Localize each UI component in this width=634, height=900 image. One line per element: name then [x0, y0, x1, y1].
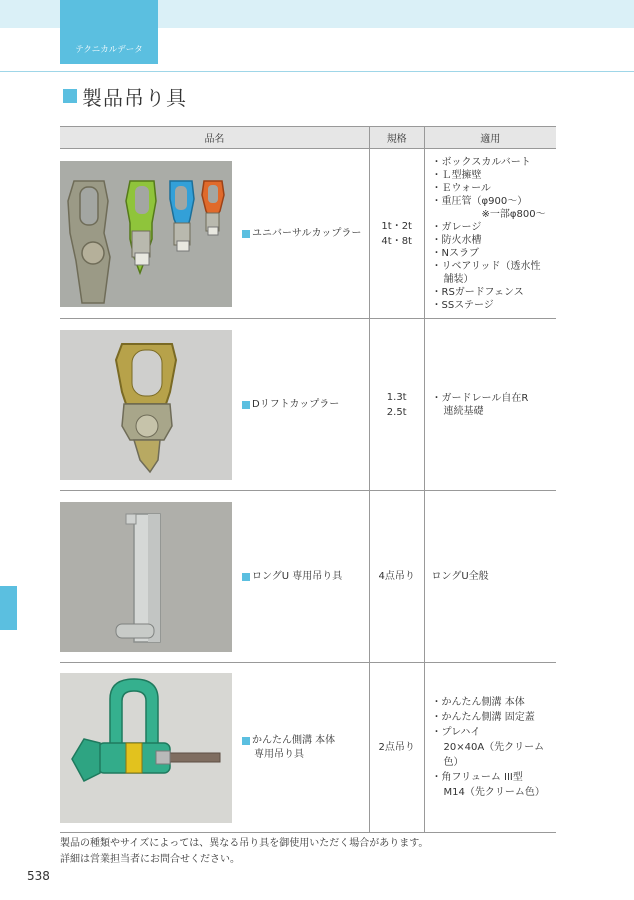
product-name: ユニバーサルカップラー [252, 227, 362, 239]
use-item: ・SSステージ [431, 299, 494, 311]
use-item: ・Ｅウォール [431, 182, 491, 194]
table-row [60, 149, 556, 319]
use-item: ・ボックスカルバート [431, 156, 531, 168]
use-cell [424, 663, 556, 833]
side-index-marker [0, 586, 17, 630]
spec-line: 2.5t [386, 406, 407, 418]
use-cell [424, 319, 556, 491]
universal-coupler-photo [60, 161, 232, 307]
use-item: ・かんたん側溝 固定蓋 [431, 712, 535, 723]
table-header-row [60, 127, 556, 149]
use-item: ロングU全般 [431, 571, 489, 582]
product-name-cell [232, 319, 369, 491]
use-item: ・ガードレール自在R [431, 392, 529, 404]
use-list [425, 156, 556, 312]
product-photo-cell [60, 319, 232, 491]
use-list [425, 392, 556, 418]
use-item: 20×40A（先クリーム色） [443, 742, 545, 768]
use-item: 舗装） [443, 273, 474, 285]
product-name-cell [232, 491, 369, 663]
d-lift-coupler-photo [60, 330, 232, 480]
spec-cell [369, 491, 424, 663]
spec-line: 2点吊り [378, 742, 415, 753]
header-name: 品名 [60, 127, 369, 149]
square-bullet-icon [242, 401, 250, 409]
header-use: 適用 [424, 127, 556, 149]
use-list [425, 570, 556, 583]
spec-cell [369, 663, 424, 833]
use-item: ・角フリューム III型 [431, 772, 523, 783]
use-item: ・かんたん側溝 本体 [431, 697, 525, 708]
product-photo-cell [60, 663, 232, 833]
use-item: ・RSガードフェンス [431, 286, 524, 298]
footnote-line: 詳細は営業担当者にお問合せください。 [60, 854, 240, 865]
top-rule [0, 71, 634, 72]
product-name: Dリフトカップラー [252, 398, 340, 410]
page-heading [63, 84, 187, 108]
use-item: ・リベアリッド（透水性 [431, 260, 541, 272]
use-item: M14（先クリーム色） [443, 787, 545, 798]
side-ditch-lifter-photo [60, 673, 232, 823]
table-row [60, 663, 556, 833]
spec-cell [369, 319, 424, 491]
use-list [425, 695, 556, 800]
product-name: ロングU 専用吊り具 [252, 570, 343, 582]
page-number: 538 [27, 869, 50, 883]
spec-line: 4t・8t [381, 235, 412, 247]
spec-line: 4点吊り [378, 571, 415, 582]
product-name-cell [232, 663, 369, 833]
footnote [60, 836, 428, 868]
spec-cell [369, 149, 424, 319]
table-row [60, 319, 556, 491]
page-title: 製品吊り具 [82, 85, 187, 110]
use-item: ・Nスラブ [431, 247, 479, 259]
product-photo-cell [60, 149, 232, 319]
use-item: ※一部φ800～ [481, 208, 546, 220]
square-bullet-icon [63, 89, 77, 103]
use-item: ・防火水槽 [431, 234, 482, 246]
footnote-line: 製品の種類やサイズによっては、異なる吊り具を御使用いただく場合があります。 [60, 838, 429, 849]
use-cell [424, 149, 556, 319]
use-item: 連続基礎 [443, 405, 484, 417]
use-item: ・プレハイ [431, 727, 481, 738]
square-bullet-icon [242, 230, 250, 238]
use-item: ・ガレージ [431, 221, 482, 233]
product-photo-cell [60, 491, 232, 663]
product-table [60, 126, 556, 833]
section-tab: テクニカルデータ [60, 0, 158, 64]
product-name: かんたん側溝 本体 専用吊り具 [252, 734, 336, 760]
spec-line: 1.3t [386, 391, 407, 403]
use-cell [424, 491, 556, 663]
table-row [60, 491, 556, 663]
use-item: ・Ｌ型擁壁 [431, 169, 482, 181]
use-item: ・重圧管（φ900～） [431, 195, 528, 207]
long-u-lifter-photo [60, 502, 232, 652]
header-spec: 規格 [369, 127, 424, 149]
spec-line: 1t・2t [381, 220, 412, 232]
square-bullet-icon [242, 737, 250, 745]
square-bullet-icon [242, 573, 250, 581]
product-name-cell [232, 149, 369, 319]
